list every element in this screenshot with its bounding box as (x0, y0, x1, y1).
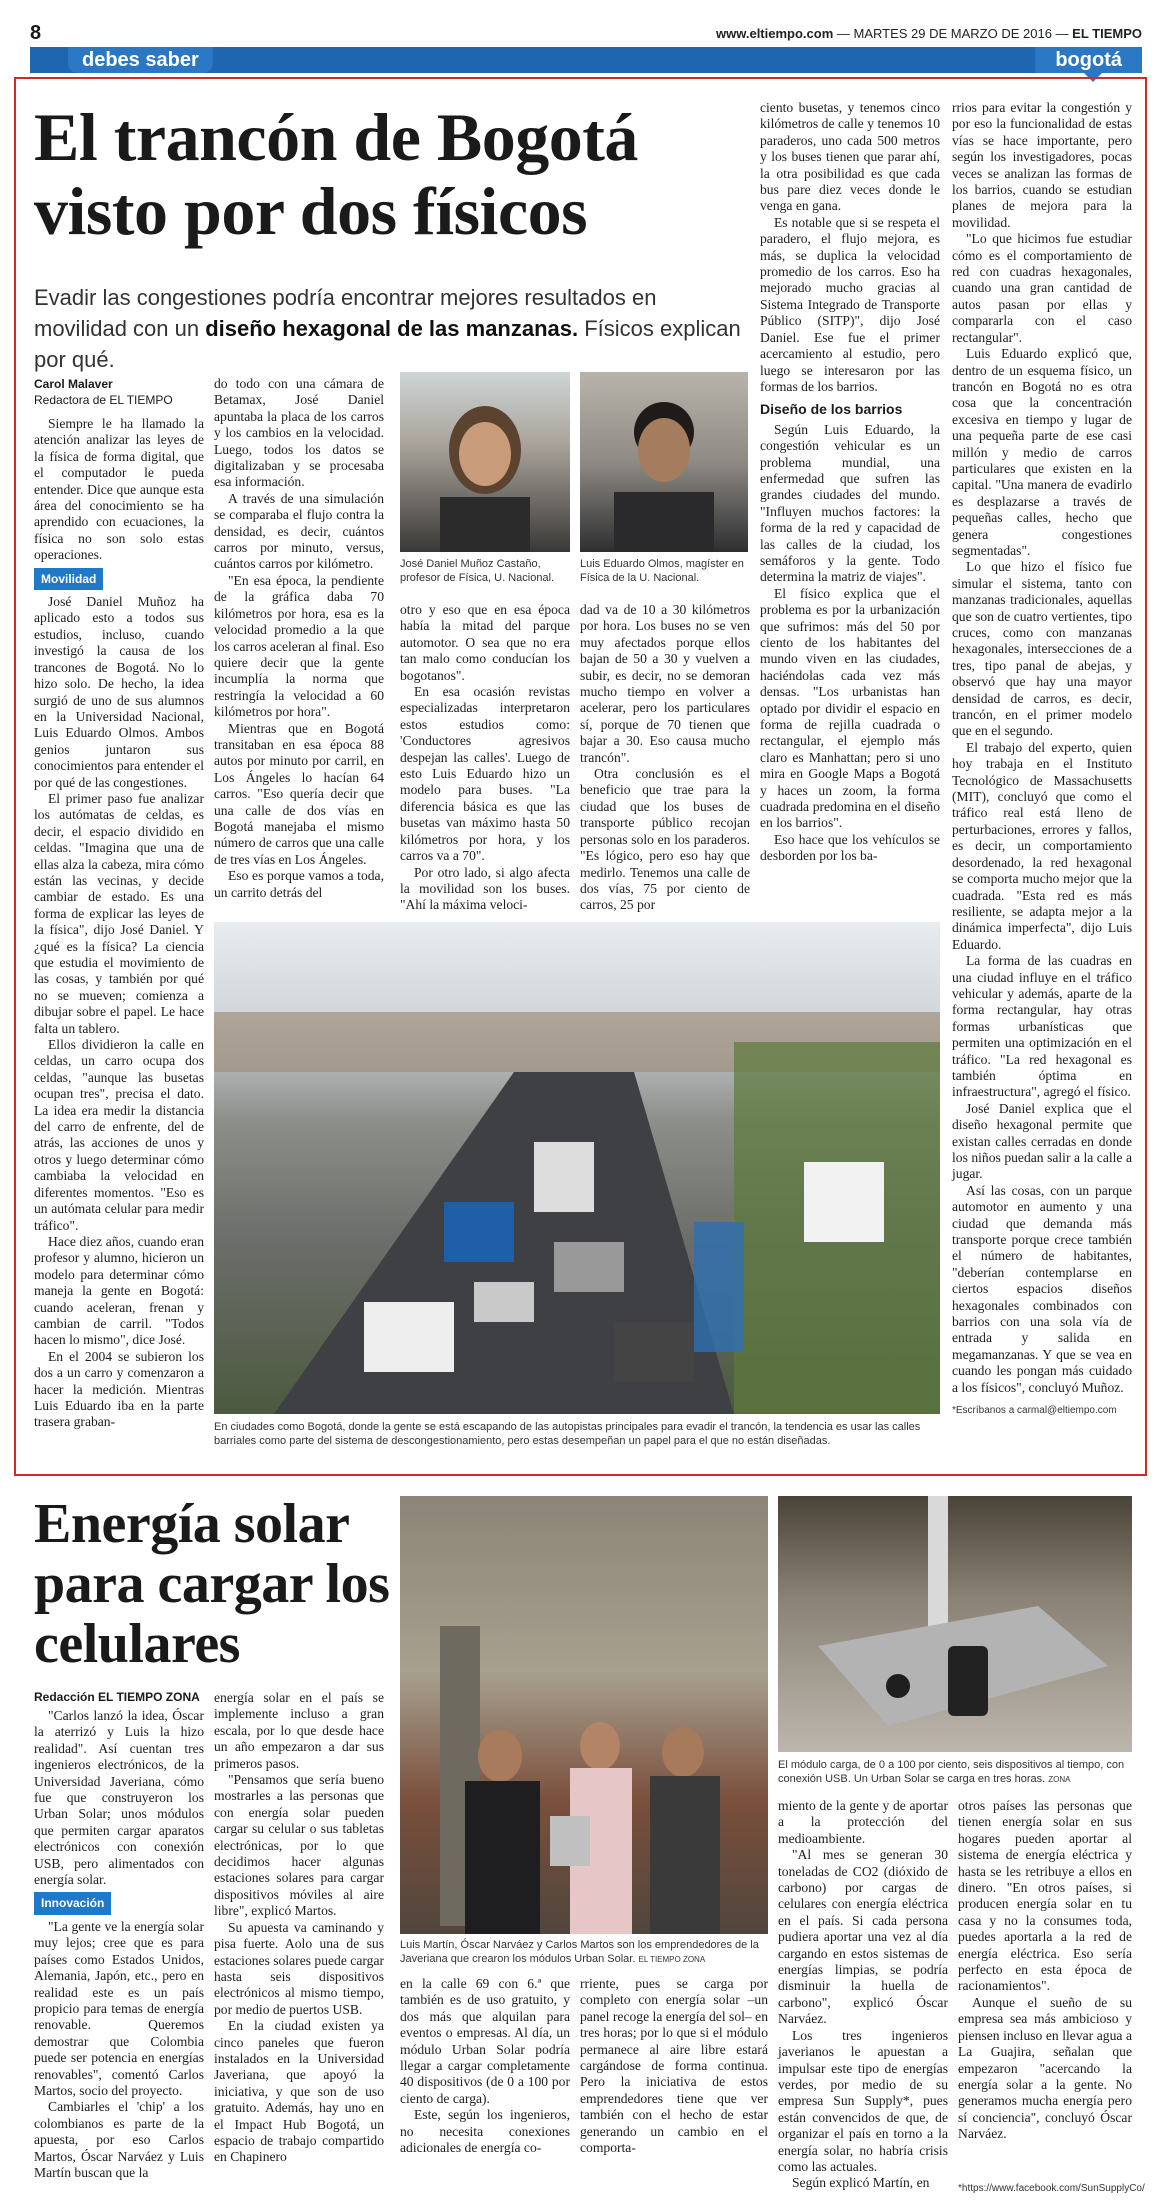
article2-column-4 (580, 1976, 768, 2198)
article2-byline: Redacción EL TIEMPO ZONA (34, 1690, 200, 1704)
paragraph: La forma de las cuadras en una ciudad influye en el tráfico vehicular y además, aparte de la forma rectangular, hay otras formas urbanísticas que permiten una optimización en el tráfico. "La red hexagonal es también óptima en infraestructura", agregó el físico. (952, 953, 1132, 1100)
paragraph: Hace diez años, cuando eran profesor y alumno, hicieron un modelo para determinar cómo maneja la gente en Bogotá: cuando aceleran, frenan y cambian de carril. "Todos hacen lo mismo", dice José. (34, 1233, 204, 1348)
paragraph: "Al mes se generan 30 toneladas de CO2 (dióxido de carbono) por cargas de celulares con energía eléctrica en el país. Si cada persona pudiera aportar una vez al día cargando en estos sistemas de energías limpias, se podría disminuir la huella de carbono", explicó Óscar Narváez. (778, 1847, 948, 2027)
paragraph: En la ciudad existen ya cinco paneles que fueron instalados en la Universidad Javeriana, que apoyó la iniciativa, y que son de uso gratuito. Además, hay uno en el Impact Hub Bogotá, un espacio de trabajo compartido en Chapinero (214, 2018, 384, 2165)
byline-role: Redactora de EL TIEMPO (34, 393, 173, 407)
photo2-caption: Luis Eduardo Olmos, magíster en Física de la U. Nacional. (580, 558, 744, 584)
paragraph: Eso hace que los vehículos se desborden por los ba- (760, 831, 940, 864)
article-dek (34, 282, 744, 375)
solar-module-caption-text: El módulo carga, de 0 a 100 por ciento, seis dispositivos al tiempo, con conexión USB. Un Urban Solar se carga en tres horas. (778, 1759, 1125, 1785)
solar-module-photo (778, 1496, 1132, 1752)
paragraph: "En esa época, la pendiente de la gráfica daba 70 kilómetros por hora, esa es la velocidad promedio a la que los carros aceleran al final. Eso quiere decir que la gente incumplía la norma que restringía la velocidad a 60 kilómetros por hora". (214, 572, 384, 720)
paragraph: dad va de 10 a 30 kilómetros por hora. Los buses no se ven muy afectados porque ellos bajan de 50 a 30 y vuelven a subir, es decir, no se demoran mucho tiempo en volver a acelerar, pero los particulares sí, porque de 70 tienen que bajar a 30. Eso causa mucho trancón". (580, 602, 750, 765)
entrepreneurs-photo (400, 1496, 768, 1934)
email-note: *Escríbanos a carmal@eltiempo.com (952, 1405, 1117, 1416)
paragraph: Luis Eduardo explicó que, dentro de un esquema físico, un trancón en Bogotá no es otra cosa que la concentración excesiva en tiempo y lugar de una pequeña parte de ese casi millón y medio de carros particulares que existen en la capital. "Una manera de evadirlo es desplazarse a través de pequeñas calles, hecho que genera congestiones segmentadas". (952, 346, 1132, 558)
paragraph: do todo con una cámara de Betamax, José Daniel apuntaba la placa de los carros y los cambios en la velocidad. Luego, todos los datos se digitalizaban y se procesaba esa información. (214, 376, 384, 490)
paragraph: rrios para evitar la congestión y por eso la funcionalidad de estas vías se hace importante, pero según los investigadores, pocas veces se analizan las formas de los barrios, cuando se estudian planes de mejora para la movilidad. (952, 100, 1132, 230)
paragraph: miento de la gente y de aportar a la protección del medioambiente. (778, 1798, 948, 1846)
paragraph: otros países las personas que tienen energía solar en sus hogares pueden aportar al sistema de energía eléctrica y hasta se les retribuye a ellos en dinero. "En otros países, si producen energía solar en tu casa y no la consumes toda, puedes aportarla a la red de energía eléctrica. Eso sería perfecto en esta época de racionamientos". (958, 1798, 1132, 1994)
dek-part-2: Físicos explican por qué. (34, 316, 741, 372)
traffic-illustration (214, 922, 940, 1414)
article2-column-1 (34, 1708, 204, 2198)
paragraph: Cambiarles el 'chip' a los colombianos es parte de la apuesta, por eso Carlos Martos, Óscar Narváez y Luis Martín buscan que la (34, 2099, 204, 2180)
paragraph: Según explicó Martín, en (792, 2175, 930, 2191)
paragraph: otro y eso que en esa época había la mitad del parque automotor. O sea que no era tan malo como conducían los bogotanos". (400, 602, 570, 683)
paragraph: Es notable que si se respeta el paradero, el flujo mejora, es más, se duplica la velocidad promedio de los carros. Eso ha mejorado mucho gracias al Sistema Integrado de Transporte Público (SITP)", dijo José Daniel. Ese fue el primer acercamiento al estudio, pero luego se interesaron por las formas de los barrios. (760, 214, 940, 394)
article-headline: El trancón de Bogotá visto por dos físicos (34, 99, 638, 249)
paragraph: Otra conclusión es el beneficio que trae para la ciudad que los buses de transporte público recojan personas solo en los paraderos. "Es lógico, pero eso hay que medirlo. Tenemos una calle de dos vías, 75 por ciento de carros, 25 por (580, 766, 750, 913)
entrepreneurs-caption (400, 1938, 768, 1967)
paragraph: José Daniel explica que el diseño hexagonal permite que existan calles cerradas en donde los niños puedan salir a la calle a jugar. (952, 1100, 1132, 1182)
masthead-info: www.eltiempo.com — MARTES 29 DE MARZO DE 2016 — EL TIEMPO (716, 26, 1142, 41)
paragraph: Por otro lado, si algo afecta la movilidad son los buses. "Ahí la máxima veloci- (400, 864, 570, 913)
paragraph: Según Luis Eduardo, la congestión vehicular es un problema mundial, una enfermedad que sufren las grandes ciudades del mundo. "Influyen muchos factores: la forma de la red y capacidad de las calles de la ciudad, los semáforos y la gente. Todo determina la matriz de viajes". (760, 421, 940, 585)
section-tag-right: bogotá (1035, 47, 1142, 73)
portrait-illustration (580, 372, 748, 552)
paragraph: Siempre le ha llamado la atención analizar las leyes de la física de forma digital, que el computador le pueda entender. Dice que aunque esta área del conocimiento se ha aprendido con ecuaciones, la física no son solo estas operaciones. (34, 416, 204, 563)
footer-url[interactable]: *https://www.facebook.com/SunSupplyCo/ (958, 2183, 1145, 2194)
paragraph: En el 2004 se subieron los dos a un carro y comenzaron a hacer la medición. Mientras Luis Eduardo iba en la parte trasera graban- (34, 1348, 204, 1430)
paragraph: Mientras que en Bogotá transitaban en esa época 88 autos por minuto por carril, en Los Ángeles lo hacían 64 carros. "Eso quería decir que una calle de dos vías en Bogotá manejaba el mismo número de carros que una calle de tres vías en Los Ángeles. (214, 720, 384, 867)
paragraph: Ellos dividieron la calle en celdas, un carro ocupa dos celdas, "aunque las busetas ocupan tres", precisa el dato. La idea era medir la distancia del carro de enfrente, del de atrás, las acciones de unos y otros y luego determinar cómo cambiaba la velocidad en diferentes momentos. "Eso es un autómata celular para medir tráfico". (34, 1037, 204, 1233)
masthead (30, 22, 1142, 46)
article2-column-5 (778, 1798, 948, 2198)
section-bar (30, 47, 1142, 73)
issue-date: MARTES 29 DE MARZO DE 2016 (853, 26, 1052, 41)
photo-credit: ZONA (1048, 1775, 1071, 1784)
paragraph: Su apuesta va caminando y pisa fuerte. Aolo una de sus estaciones solares puede cargar hasta seis dispositivos electrónicos al mismo tiempo, por medio de puertos USB. (214, 1919, 384, 2017)
article-column-1 (34, 416, 204, 1430)
entrepreneurs-illustration (400, 1496, 768, 1934)
paragraph: en la calle 69 con 6.ª que también es de uso gratuito, y dos más que alquilan para eventos o empresas. Al día, un módulo Urban Solar podría llegar a cargar completamente 40 dispositivos (de 0 a 100 por ciento de carga). (400, 1976, 570, 2106)
article2-column-6 (958, 1798, 1132, 2178)
paragraph: rriente, pues se carga por completo con energía solar –un panel recoge la energía del sol– en tres horas; por lo que si el módulo permanece al aire libre estará cargándose de forma continua. Pero la iniciativa de estos emprendedores tiene que ver también con el hecho de estar generando un cambio en el comporta- (580, 1976, 768, 2156)
paragraph: Eso es porque vamos a toda, un carrito detrás del (214, 868, 384, 900)
paragraph: Este, según los ingenieros, no necesita conexiones adicionales de energía co- (400, 2107, 570, 2156)
paragraph: ciento busetas, y tenemos cinco kilómetros de calle y tenemos 10 paraderos, uno cada 500 metros y los buses tienen que parar ahí, la otra posibilidad es que cada bus pare diez veces donde le venga en gana. (760, 100, 940, 214)
article-column-6 (952, 100, 1132, 1400)
subhead-diseno-barrios: Diseño de los barrios (760, 401, 903, 418)
paragraph: Aunque el sueño de su empresa sea más ambicioso y piensen incluso en llevar agua a La Guajira, señalan que empezaron "acercando la energía solar a la gente. No generamos mucha energía pero sí conciencia", concluyó Óscar Narváez. (958, 1994, 1132, 2142)
paragraph: El trabajo del experto, quien hoy trabaja en el Instituto Tecnológico de Massachusetts (MIT), concluyó que como el tráfico real está lleno de perturbaciones, errores y fallos, es decir, un comportamiento desordenado, la red hexagonal se comporta mucho mejor que la cuadrada. "Esta red es más resiliente, se adapta mejor a la dinámica imperfecta", dijo Luis Eduardo. (952, 739, 1132, 952)
paragraph: El primer paso fue analizar los autómatas de celdas, es decir, el espacio dividido en celdas. "Imagina que una de ellas alza la cabeza, mira cómo están las vecinas, y decide cambiar de estado. Es una forma de explicar las leyes de la física", dijo José Daniel. Y ¿qué es la física? La ciencia que estudia el movimiento de las cosas, y también por qué no se mueven; comienza a dibujar sobre el papel. Le hace falta un tablero. (34, 790, 204, 1036)
traffic-photo-caption: En ciudades como Bogotá, donde la gente se está escapando de las autopistas principales para evadir el trancón, la tendencia es usar las calles barriales como parte del sistema de descongestionamiento, pero estas desempeñan un papel para el que no están diseñadas. (214, 1421, 921, 1447)
section-badge-innovacion: Innovación (34, 1892, 111, 1914)
portrait-jose-daniel (400, 372, 570, 552)
photo1-caption: José Daniel Muñoz Castaño, profesor de Física, U. Nacional. (400, 558, 555, 584)
site-url[interactable]: www.eltiempo.com (716, 26, 834, 41)
traffic-photo (214, 922, 940, 1414)
solar-module-caption (778, 1758, 1132, 1787)
byline-name: Carol Malaver (34, 377, 113, 391)
dek-part-1: Evadir las congestiones podría encontrar mejores resultados en movilidad con un (34, 285, 657, 341)
photo-credit: EL TIEMPO ZONA (638, 1955, 706, 1964)
article-column-3 (400, 602, 570, 918)
article2-column-3 (400, 1976, 570, 2198)
article2-column-2 (214, 1690, 384, 2198)
portrait-illustration (400, 372, 570, 552)
article-column-5 (760, 100, 940, 918)
solar-module-illustration (778, 1496, 1132, 1752)
dek-bold: diseño hexagonal de las manzanas. (205, 316, 579, 341)
paragraph: energía solar en el país se implemente incluso a gran escala, por lo que desde hace un año empezaron a dar sus primeros pasos. (214, 1690, 384, 1771)
byline (34, 376, 204, 408)
paragraph: Los tres ingenieros javerianos le apuestan a impulsar este tipo de energías verdes, por medio de su empresa Sun Supply*, pues están convencidos de que, de organizar el país en torno a la energía solar, no habría crisis como las actuales. (778, 2027, 948, 2174)
page-number: 8 (30, 22, 42, 44)
paragraph: "La gente ve la energía solar muy lejos; cree que es para países como Estados Unidos, Alemania, Japón, etc., pero en realidad este es un país propicio para temas de energía renovable. Queremos demostrar que Colombia puede ser potencia en energías renovables", comentó Carlos Martos, socio del proyecto. (34, 1918, 204, 2098)
section-badge-movilidad: Movilidad (34, 568, 103, 590)
paragraph: Lo que hizo el físico fue simular el sistema, tanto con manzanas tradicionales, aquellas que son de cuatro vertientes, tipo cruces, como con manzanas hexagonales, intersecciones de a tres, tipo panal de abejas, y observó que hay una mayor densidad de carros, es decir, trancón, en el primer modelo que en el segundo. (952, 559, 1132, 739)
paragraph: A través de una simulación se comparaba el flujo contra la densidad, es decir, cuántos carros por minuto, versus, cuántos carros por kilómetro. (214, 490, 384, 572)
paper-name: EL TIEMPO (1072, 26, 1142, 41)
paragraph: "Carlos lanzó la idea, Óscar la aterrizó y Luis la hizo realidad". Así cuentan tres ingenieros electrónicos, de la Universidad Javeriana, cómo fue que construyeron los Urban Solar; unos módulos que permiten cargar aparatos electrónicos con conexión USB, pero alimentados con energía solar. (34, 1708, 204, 1888)
section-tag-left: debes saber (68, 47, 213, 73)
portrait-luis-eduardo (580, 372, 748, 552)
paragraph: En esa ocasión revistas especializadas interpretaron estos estudios como: 'Conductores agresivos despejan las calles'. Luego de esto Luis Eduardo hizo un modelo para buses. "La diferencia básica es que las busetas van máximo hasta 50 kilómetros por hora, y los carros va a 70". (400, 684, 570, 864)
article-column-4 (580, 602, 750, 918)
paragraph: "Pensamos que sería bueno mostrarles a las personas que con energía solar pueden cargar su celular o sus tabletas electrónicas, por lo que decidimos hacer algunas estaciones solares para cargar dispositivos móviles al aire libre", explicó Martos. (214, 1772, 384, 1919)
paragraph: "Lo que hicimos fue estudiar cómo es el comportamiento de red con cuadras hexagonales, cuando una gran cantidad de autos pasan por ellas y compararla con el caso rectangular". (952, 231, 1132, 345)
article-column-2 (214, 376, 384, 921)
paragraph: Así las cosas, con un parque automotor en aumento y una ciudad que demanda más transporte porque crece también el número de habitantes, "deberían contemplarse en ciertos espacios diseños hexagonales combinados con barrios con una sola vía de entrada y salida en megamanzanas. Y que se vea en cuando les pongan más cuidado a los físicos", concluyó Muñoz. (952, 1182, 1132, 1395)
article2-headline: Energía solar para cargar los celulares (34, 1493, 390, 1675)
paragraph: José Daniel Muñoz ha aplicado esto a todos sus estudios, incluso, cuando investigó la causa de los trancones de Bogotá. No lo hizo solo. De hecho, la idea surgió de uno de sus alumnos en la Universidad Nacional, Luis Eduardo Olmos. Ambos genios juntaron sus conocimientos para entender el por qué de las congestiones. (34, 594, 204, 790)
paragraph: El físico explica que el problema es por la urbanización que sufrimos: más del 50 por ciento de los habitantes del mundo viven en las ciudades, haciéndolas cada vez más densas. "Los urbanistas han optado por dividir el espacio en forma de rejilla cuadrada o rectangular, el ejemplo más claro es Manhattan; pero si uno mira en Google Maps a Bogotá y haces un zoom, la forma cuadrada predomina en el diseño en los barrios". (760, 585, 940, 831)
entrepreneurs-caption-text: Luis Martín, Óscar Narváez y Carlos Martos son los emprendedores de la Javeriana que crearon los módulos Urban Solar. (400, 1939, 759, 1965)
